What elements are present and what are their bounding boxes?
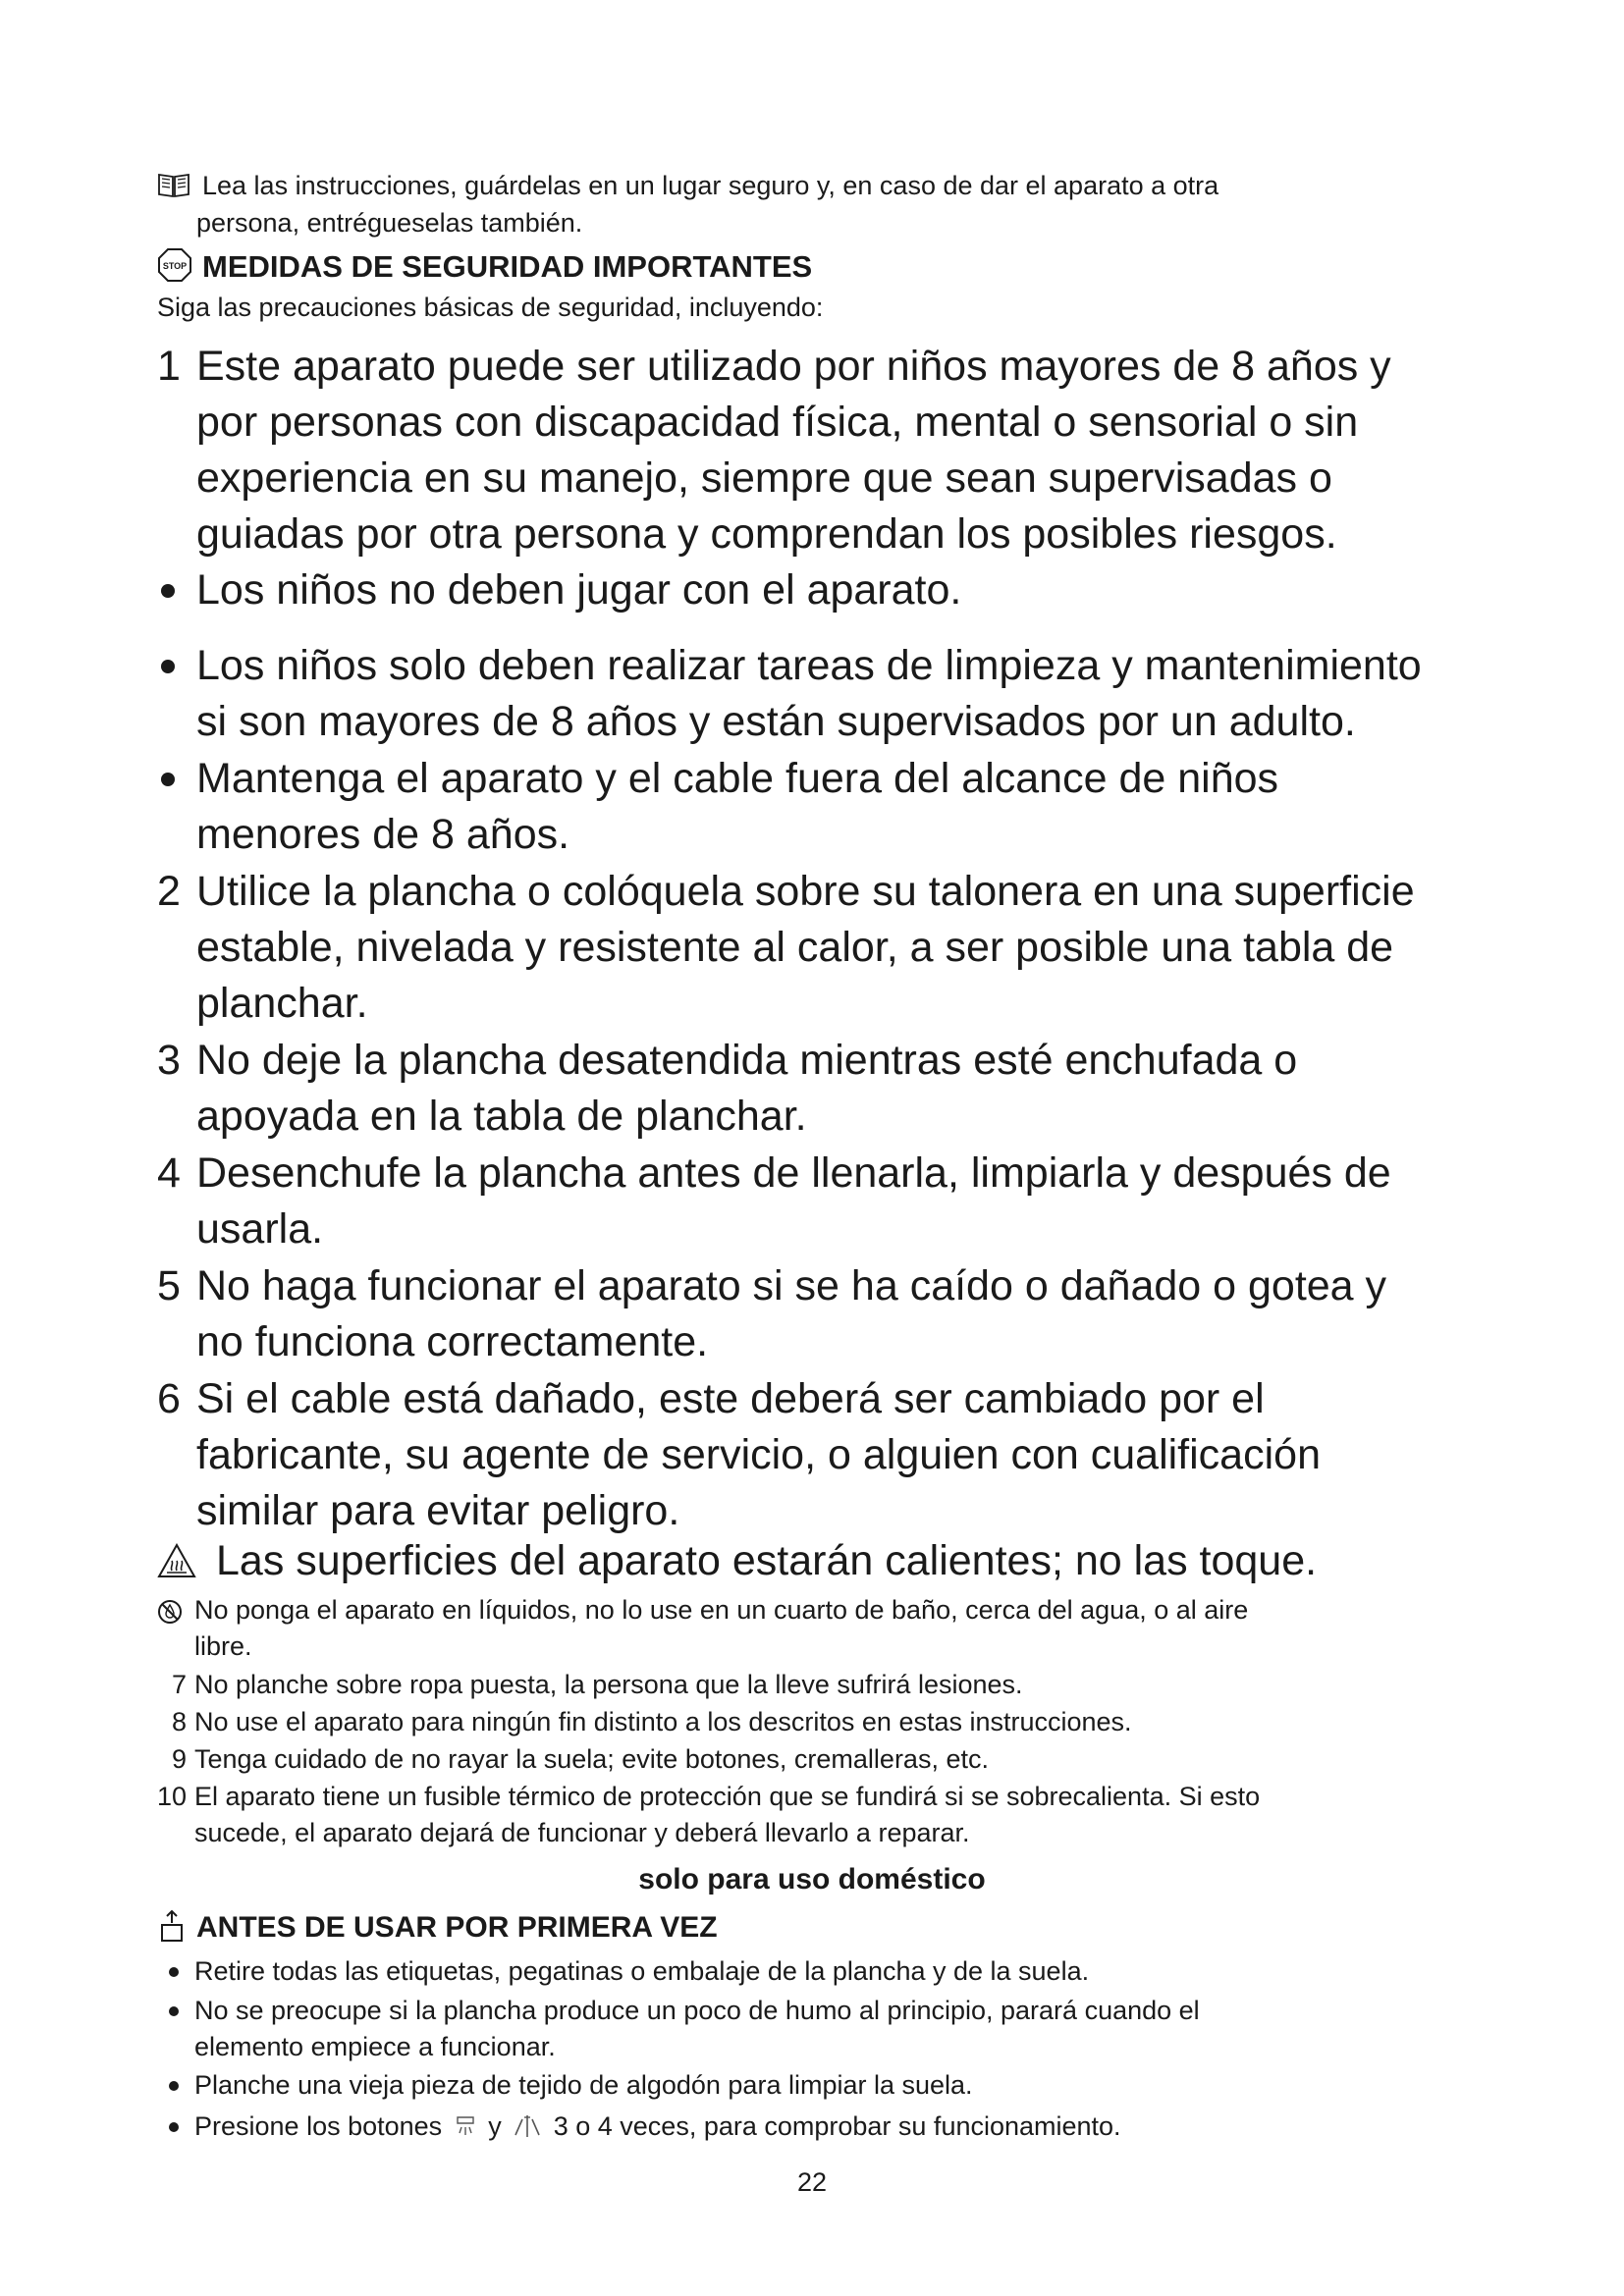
item-line: Retire todas las etiquetas, pegatinas o embalaje de la plancha y de la suela. (194, 1956, 1090, 1986)
page-number: 22 (796, 2167, 828, 2197)
item-line: sucede, el aparato dejará de funcionar y deberá llevarlo a reparar. (194, 1818, 970, 1847)
water-warning-line-1: No ponga el aparato en líquidos, no lo use en un cuarto de baño, cerca del agua, o al aire (194, 1595, 1249, 1625)
item-line: fabricante, su agente de servicio, o alguien con cualificación (196, 1431, 1321, 1478)
item-line: No deje la plancha desatendida mientras esté enchufada o (196, 1037, 1298, 1084)
bullet-icon (169, 2122, 179, 2132)
item-number: 7 (171, 1670, 187, 1699)
item-line: Tenga cuidado de no rayar la suela; evite botones, cremalleras, etc. (194, 1744, 989, 1774)
item-number: 6 (157, 1375, 181, 1422)
intro-line-2: persona, entrégueselas también. (196, 208, 583, 238)
buttons-suffix: 3 o 4 veces, para comprobar su funcionamiento. (553, 2111, 1121, 2141)
buttons-connector: y (488, 2111, 502, 2141)
item-line: similar para evitar peligro. (196, 1487, 680, 1534)
no-water-icon (157, 1598, 183, 1634)
water-warning (147, 1592, 1473, 1665)
item-line: usarla. (196, 1205, 324, 1253)
book-icon (157, 171, 190, 198)
item-line: experiencia en su manejo, siempre que sean supervisadas o (196, 454, 1332, 502)
safety-item-small (147, 1779, 1473, 1851)
safety-item-small (147, 1704, 1473, 1740)
item-line: Los niños solo deben realizar tareas de limpieza y mantenimiento (196, 642, 1422, 689)
item-line: Si el cable está dañado, este deberá ser cambiado por el (196, 1375, 1265, 1422)
iron-up-icon (157, 1909, 187, 1943)
steam-burst-button-icon (513, 2112, 542, 2149)
safety-item (157, 1033, 1512, 1145)
buttons-prefix: Presione los botones (194, 2111, 443, 2141)
safety-item (157, 1146, 1512, 1257)
item-line: no funciona correctamente. (196, 1318, 709, 1365)
hot-surface-warning (157, 1533, 1317, 1589)
bullet-icon (169, 1967, 179, 1977)
item-line: guiadas por otra persona y comprendan los posibles riesgos. (196, 510, 1337, 558)
domestic-use-note: solo para uso doméstico (638, 1863, 986, 1896)
before-use-item (147, 2067, 1473, 2104)
item-line: Desenchufe la plancha antes de llenarla, limpiarla y después de (196, 1149, 1391, 1197)
bullet-icon (169, 2006, 179, 2016)
safety-item (157, 562, 1512, 618)
item-line: Utilice la plancha o colóquela sobre su talonera en una superficie (196, 868, 1415, 915)
item-line: planchar. (196, 980, 368, 1027)
water-warning-line-2: libre. (194, 1631, 252, 1661)
safety-item-small (147, 1741, 1473, 1778)
item-line: elemento empiece a funcionar. (194, 2032, 556, 2061)
bullet-icon (169, 2081, 179, 2091)
item-line: estable, nivelada y resistente al calor, a ser posible una tabla de (196, 924, 1394, 971)
safety-item (157, 1258, 1512, 1370)
spray-button-icon (454, 2112, 477, 2149)
item-line: Planche una vieja pieza de tejido de algodón para limpiar la suela. (194, 2070, 973, 2100)
item-line: No se preocupe si la plancha produce un poco de humo al principio, parará cuando el (194, 1996, 1200, 2025)
item-line: si son mayores de 8 años y están supervisados por un adulto. (196, 698, 1356, 745)
safety-heading (157, 247, 812, 287)
hot-surface-icon (157, 1543, 196, 1578)
item-number: 10 (156, 1782, 187, 1811)
item-number: 2 (157, 868, 181, 915)
before-use-item (147, 1953, 1473, 1990)
item-number: 1 (157, 343, 181, 390)
safety-item (157, 638, 1512, 750)
bullet-icon (161, 660, 175, 673)
item-number: 4 (157, 1149, 181, 1197)
safety-item (157, 339, 1512, 562)
item-line: El aparato tiene un fusible térmico de protección que se fundirá si se sobrecalienta. Si esto (194, 1782, 1261, 1811)
safety-subtitle: Siga las precauciones básicas de seguridad, incluyendo: (157, 293, 824, 322)
before-use-heading-text: ANTES DE USAR POR PRIMERA VEZ (196, 1911, 718, 1944)
before-use-heading (157, 1908, 718, 1948)
svg-text:STOP: STOP (162, 261, 188, 271)
stop-icon (157, 247, 192, 283)
item-line: No planche sobre ropa puesta, la persona que la lleve sufrirá lesiones. (194, 1670, 1023, 1699)
item-line: Mantenga el aparato y el cable fuera del alcance de niños (196, 755, 1279, 802)
bullet-icon (161, 584, 175, 598)
item-number: 3 (157, 1037, 181, 1084)
item-line: Los niños no deben jugar con el aparato. (196, 566, 962, 614)
item-line: menores de 8 años. (196, 811, 570, 858)
item-line: apoyada en la tabla de planchar. (196, 1093, 807, 1140)
safety-item (157, 1371, 1512, 1539)
safety-item-small (147, 1667, 1473, 1703)
hot-surface-warning-text: Las superficies del aparato estarán calientes; no las toque. (216, 1537, 1318, 1584)
before-use-item (147, 1993, 1473, 2065)
intro-line-1: Lea las instrucciones, guárdelas en un lugar seguro y, en caso de dar el aparato a otra (202, 171, 1219, 200)
item-number: 9 (171, 1744, 187, 1774)
item-line: por personas con discapacidad física, mental o sensorial o sin (196, 399, 1359, 446)
item-line: No haga funcionar el aparato si se ha caído o dañado o gotea y (196, 1262, 1387, 1309)
safety-item (157, 864, 1512, 1032)
safety-item (157, 751, 1512, 863)
item-number: 8 (171, 1707, 187, 1736)
intro-note (157, 167, 1453, 241)
item-line: No use el aparato para ningún fin distinto a los descritos en estas instrucciones. (194, 1707, 1132, 1736)
item-number: 5 (157, 1262, 181, 1309)
safety-heading-text: MEDIDAS DE SEGURIDAD IMPORTANTES (202, 249, 813, 284)
before-use-item-buttons (147, 2109, 1473, 2149)
bullet-icon (161, 773, 175, 786)
item-line: Este aparato puede ser utilizado por niños mayores de 8 años y (196, 343, 1391, 390)
